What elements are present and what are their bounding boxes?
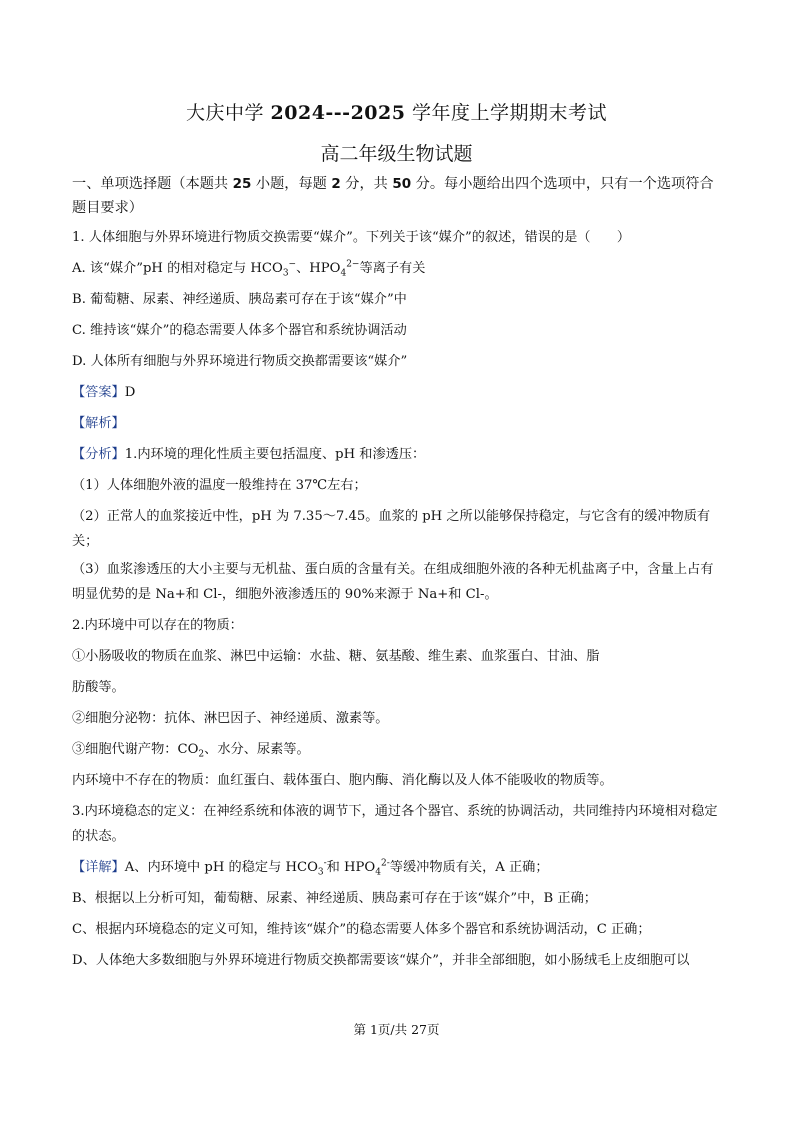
analysis-line-9: ③细胞代谢产物：$CO_2$、水分、尿素等。 (72, 742, 310, 760)
detail-b: B、根据以上分析可知，葡萄糖、尿素、神经递质、胰岛素可存在于该“媒介”中，B 正确； (72, 891, 597, 906)
analysis-line-4: （3）血浆渗透压的大小主要与无机盐、蛋白质的含量有关。在组成细胞外液的各种无机盐离子中，含量上占有明显优势的是 Na+和 Cl-，细胞外液渗透压的 90%来源于 Na+和 Cl-。 (72, 562, 714, 602)
answer-value: D (124, 385, 136, 400)
document-body (72, 172, 722, 976)
detail-c: C、根据内环境稳态的定义可知，维持该“媒介”的稳态需要人体多个器官和系统协调活动，C 正确； (72, 922, 651, 937)
analysis-line-2: （1）人体细胞外液的温度一般维持在 37℃左右； (72, 478, 367, 493)
analysis-line-3: （2）正常人的血浆接近中性，pH 为 7.35～7.45。血浆的 pH 之所以能够保持稳定，与它含有的缓冲物质有关； (72, 509, 711, 549)
option-b: B. 葡萄糖、尿素、神经递质、胰岛素可存在于该“媒介”中 (72, 292, 407, 307)
exam-subtitle: 高二年级生物试题 (320, 143, 473, 165)
analysis-line-8: ②细胞分泌物：抗体、淋巴因子、神经递质、激素等。 (72, 711, 389, 726)
title-school: 大庆中学 (185, 102, 271, 124)
detail-d: D、人体绝大多数细胞与外界环境进行物质交换都需要该“媒介”，并非全部细胞，如小肠绒毛上皮细胞可以 (72, 953, 690, 968)
exam-title (0, 98, 793, 125)
option-a: A. 该“媒介”pH 的相对稳定与 $HCO_3^-$、$HPO_4^{2-}$等离子有关 (72, 259, 426, 279)
option-c: C. 维持该“媒介”的稳态需要人体多个器官和系统协调活动 (72, 323, 407, 338)
page-footer: 第 1页/共 27页 (353, 1022, 440, 1037)
analysis-line-1: 【分析】1.内环境的理化性质主要包括温度、pH 和渗透压： (72, 447, 426, 462)
detail-a: 【详解】A、内环境中 pH 的稳定与 $HCO_3^-$和 $HPO_4^{2-}$等缓冲物质有关，A 正确； (72, 858, 549, 878)
analysis-line-6: ①小肠吸收的物质在血浆、淋巴中运输：水盐、糖、氨基酸、维生素、血浆蛋白、甘油、脂 (72, 649, 600, 664)
question-stem: 1. 人体细胞与外界环境进行物质交换需要“媒介”。下列关于该“媒介”的叙述，错误的是（ ） (72, 230, 631, 245)
section-heading: 一、单项选择题（本题共 25 小题，每题 2 分，共 50 分。每小题给出四个选项中，只有一个选项符合题目要求） (72, 176, 714, 216)
title-term: 学年度上学期期末考试 (405, 102, 607, 124)
analysis-line-5: 2.内环境中可以存在的物质： (72, 618, 243, 633)
title-years: 2024---2025 (270, 102, 406, 124)
analysis-line-7: 肪酸等。 (72, 680, 125, 695)
answer-line (72, 377, 722, 408)
analysis-line-11: 3.内环境稳态的定义：在神经系统和体液的调节下，通过各个器官、系统的协调活动，共同维持内环境相对稳定的状态。 (72, 804, 718, 844)
analysis-label: 【解析】 (72, 416, 125, 431)
option-d: D. 人体所有细胞与外界环境进行物质交换都需要该“媒介” (72, 354, 408, 369)
answer-label: 【答案】 (72, 385, 125, 400)
analysis-line-10: 内环境中不存在的物质：血红蛋白、载体蛋白、胞内酶、消化酶以及人体不能吸收的物质等。 (72, 773, 613, 788)
